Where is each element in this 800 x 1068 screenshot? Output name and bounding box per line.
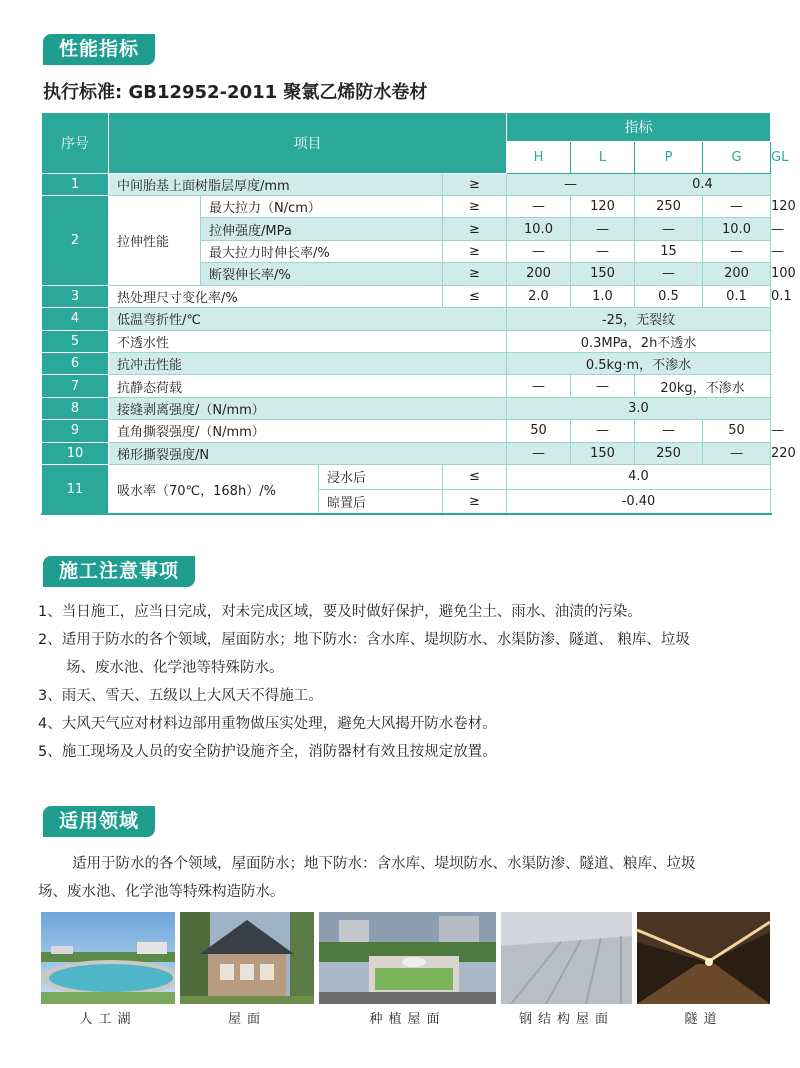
notes-list (38, 598, 778, 766)
spec-table: 序号 项目 指标 H L P G GL 1 中间胎基上面树脂层厚度/mm ≥ — 0.4 2 拉伸性能 最大拉力（N/cm） ≥ — 120 250 — 120 拉伸强度/MPa ≥ 10.0 — — 10.0 — 最大拉力时伸长率/% ≥ — — 15 — — 断裂伸长率/% ≥ 200 150 — 200 100 3 热处理尺寸变化率/% ≤ 2.0 1.0 0.5 0.1 0.1 4 低温弯折性/℃ -25，无裂纹 5 不透水性 0.3MPa，2h不透水 6 抗冲击性能 0.5kg·m，不渗水 7 抗静态荷载 — — 20kg，不渗水 8 接缝剥离强度/（N/mm） 3.0 9 直角撕裂强度/（N/mm） 50 — — 50 — 10 梯形撕裂强度/N — 150 250 — 220 11 吸水率（70℃，168h）/% 浸水后 ≤ 4.0 晾置后 ≥ -0.40 (41, 112, 771, 515)
caption-green-roof: 种植屋面 (369, 1012, 446, 1027)
section-title-notes: 施工注意事项 (43, 556, 195, 587)
table-row: 7 抗静态荷载 — — 20kg，不渗水 (42, 375, 771, 397)
photo-steel-roof (501, 912, 632, 1004)
roof-image (180, 912, 314, 1004)
grade-l: L (571, 142, 635, 173)
note-item: 1、当日施工，应当日完成，对未完成区域，要及时做好保护，避免尘土、雨水、油渍的污染。 (38, 604, 642, 620)
caption-lake: 人工湖 (79, 1012, 137, 1027)
note-item: 5、施工现场及人员的安全防护设施齐全，消防器材有效且按规定放置。 (38, 744, 497, 760)
table-row: 最大拉力时伸长率/% ≥ — — 15 — — (42, 240, 771, 262)
table-row: 5 不透水性 0.3MPa，2h不透水 (42, 330, 771, 352)
table-row: 10 梯形撕裂强度/N — 150 250 — 220 (42, 442, 771, 464)
caption-steel-roof: 钢结构屋面 (518, 1012, 614, 1027)
standard-line: 执行标准: GB12952-2011 聚氯乙烯防水卷材 (43, 82, 428, 103)
lake-image (41, 912, 175, 1004)
header-item: 项目 (109, 113, 507, 174)
section-title-performance: 性能指标 (43, 34, 155, 65)
grade-h: H (507, 142, 571, 173)
note-item: 场、废水池、化学池等特殊防水。 (66, 660, 284, 676)
note-item: 4、大风天气应对材料边部用重物做压实处理，避免大风揭开防水卷材。 (38, 716, 497, 732)
table-row: 8 接缝剥离强度/（N/mm） 3.0 (42, 397, 771, 419)
section-title-usage: 适用领域 (43, 806, 155, 837)
caption-tunnel: 隧道 (684, 1012, 723, 1027)
note-item: 2、适用于防水的各个领域，屋面防水；地下防水：含水库、堤坝防水、水渠防渗、隧道、 粮库、垃圾 (38, 632, 690, 648)
table-row: 1 中间胎基上面树脂层厚度/mm ≥ — 0.4 (42, 173, 771, 195)
table-row: 3 热处理尺寸变化率/% ≤ 2.0 1.0 0.5 0.1 0.1 (42, 285, 771, 307)
table-row: 4 低温弯折性/℃ -25，无裂纹 (42, 308, 771, 330)
table-row: 9 直角撕裂强度/（N/mm） 50 — — 50 — (42, 420, 771, 442)
usage-line: 适用于防水的各个领域，屋面防水；地下防水：含水库、堤坝防水、水渠防渗、隧道、粮库、垃圾 (72, 856, 696, 872)
steel-roof-image (501, 912, 632, 1004)
usage-line: 场、废水池、化学池等特殊构造防水。 (38, 884, 285, 900)
grade-p: P (635, 142, 703, 173)
table-row: 2 拉伸性能 最大拉力（N/cm） ≥ — 120 250 — 120 (42, 195, 771, 217)
green-roof-image (319, 912, 496, 1004)
table-row: 6 抗冲击性能 0.5kg·m，不渗水 (42, 352, 771, 374)
photo-green-roof (319, 912, 496, 1004)
header-no: 序号 (42, 113, 109, 174)
header-index: 指标 (507, 113, 771, 142)
photo-lake (41, 912, 175, 1004)
table-row: 拉伸强度/MPa ≥ 10.0 — — 10.0 — (42, 218, 771, 240)
photo-tunnel (637, 912, 770, 1004)
tunnel-image (637, 912, 770, 1004)
photo-roof (180, 912, 314, 1004)
caption-roof: 屋面 (227, 1012, 266, 1027)
usage-text (38, 850, 778, 906)
grade-g: G (703, 142, 771, 173)
table-row: 晾置后 ≥ -0.40 (42, 489, 771, 514)
table-row: 断裂伸长率/% ≥ 200 150 — 200 100 (42, 263, 771, 285)
note-item: 3、雨天、雪天、五级以上大风天不得施工。 (38, 688, 323, 704)
table-row: 11 吸水率（70℃，168h）/% 浸水后 ≤ 4.0 (42, 465, 771, 490)
